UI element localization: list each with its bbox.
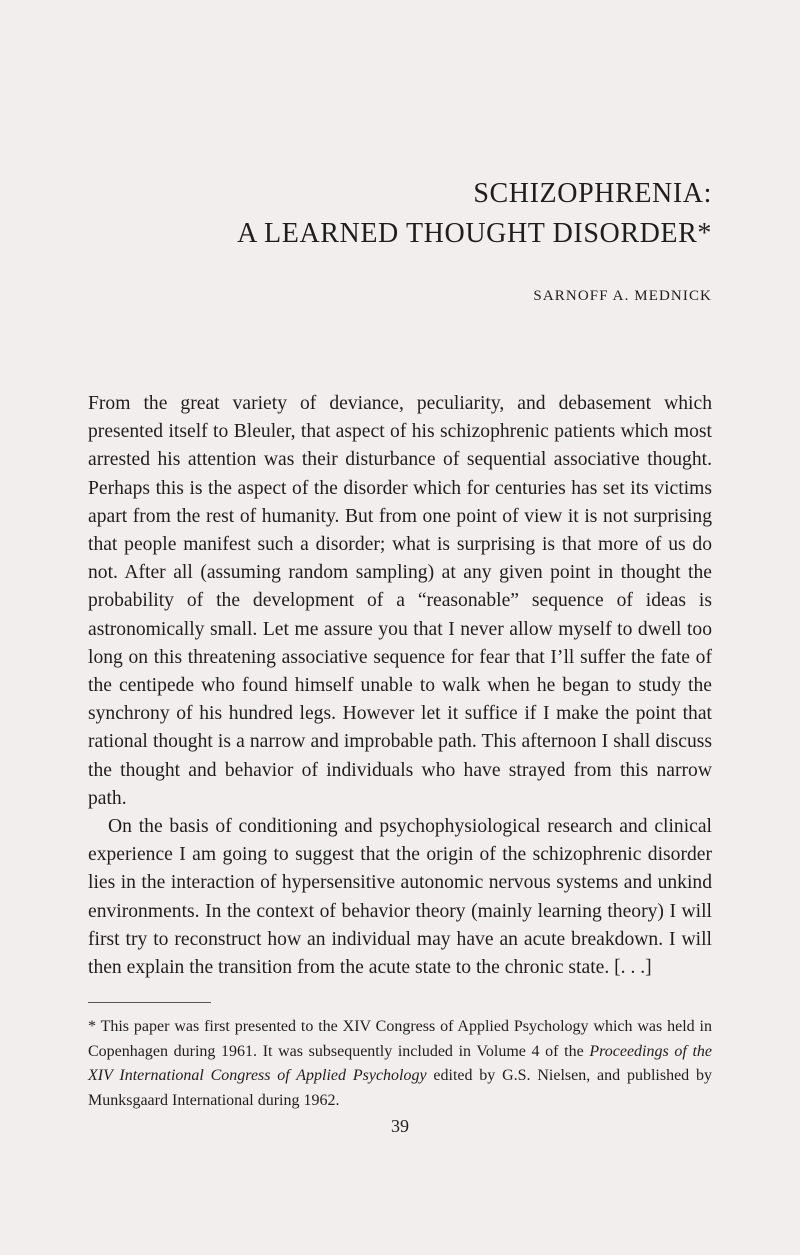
footnote-text-before: * This paper was first presented to the XIV Congress of Applied Psychology which was held in Copenhagen during 1961. It was subsequently included in Volume 4 of the — [88, 1018, 712, 1060]
footnote — [88, 1015, 712, 1113]
footnote-proceedings-title: Proceedings of the XIV International Congress of Applied Psychology — [88, 1042, 713, 1084]
article-body — [88, 390, 712, 982]
page-number: 39 — [391, 1116, 409, 1136]
body-paragraph-1: From the great variety of deviance, peculiarity, and debasement which presented itself to Bleuler, that aspect of his schizophrenic patients which most arrested his attention was their disturbance of sequential associative thought. Perhaps this is the aspect of the disorder which for centuries has set its victims apart from the rest of humanity. But from one point of view it is not surprising that people manifest such a disorder; what is surprising is that more of us do not. After all (assuming random sampling) at any given point in thought the probability of the development of a “reasonable” sequence of ideas is astronomically small. Let me assure you that I never allow myself to dwell too long on this threatening associative sequence for fear that I’ll suffer the fate of the centipede who found himself unable to walk when he began to study the synchrony of his hundred legs. However let it suffice if I make the point that rational thought is a narrow and improbable path. This afternoon I shall discuss the thought and behavior of individuals who have strayed from this narrow path. — [88, 393, 712, 809]
footnote-text-after: edited by G.S. Nielsen, and published by Munksgaard International during 1962. — [88, 1067, 712, 1109]
body-paragraph-2: On the basis of conditioning and psychophysiological research and clinical experience I am going to suggest that the origin of the schizophrenic disorder lies in the interaction of hypersensitive autonomic nervous systems and unkind environments. In the context of behavior theory (mainly learning theory) I will first try to reconstruct how an individual may have an acute breakdown. I will then explain the transition from the acute state to the chronic state. [. . .] — [88, 816, 712, 979]
author-name: SARNOFF A. MEDNICK — [533, 288, 712, 304]
title-line-1: SCHIZOPHRENIA: — [473, 178, 712, 209]
title-line-2: A LEARNED THOUGHT DISORDER* — [237, 218, 712, 249]
footnote-divider — [88, 1002, 211, 1003]
